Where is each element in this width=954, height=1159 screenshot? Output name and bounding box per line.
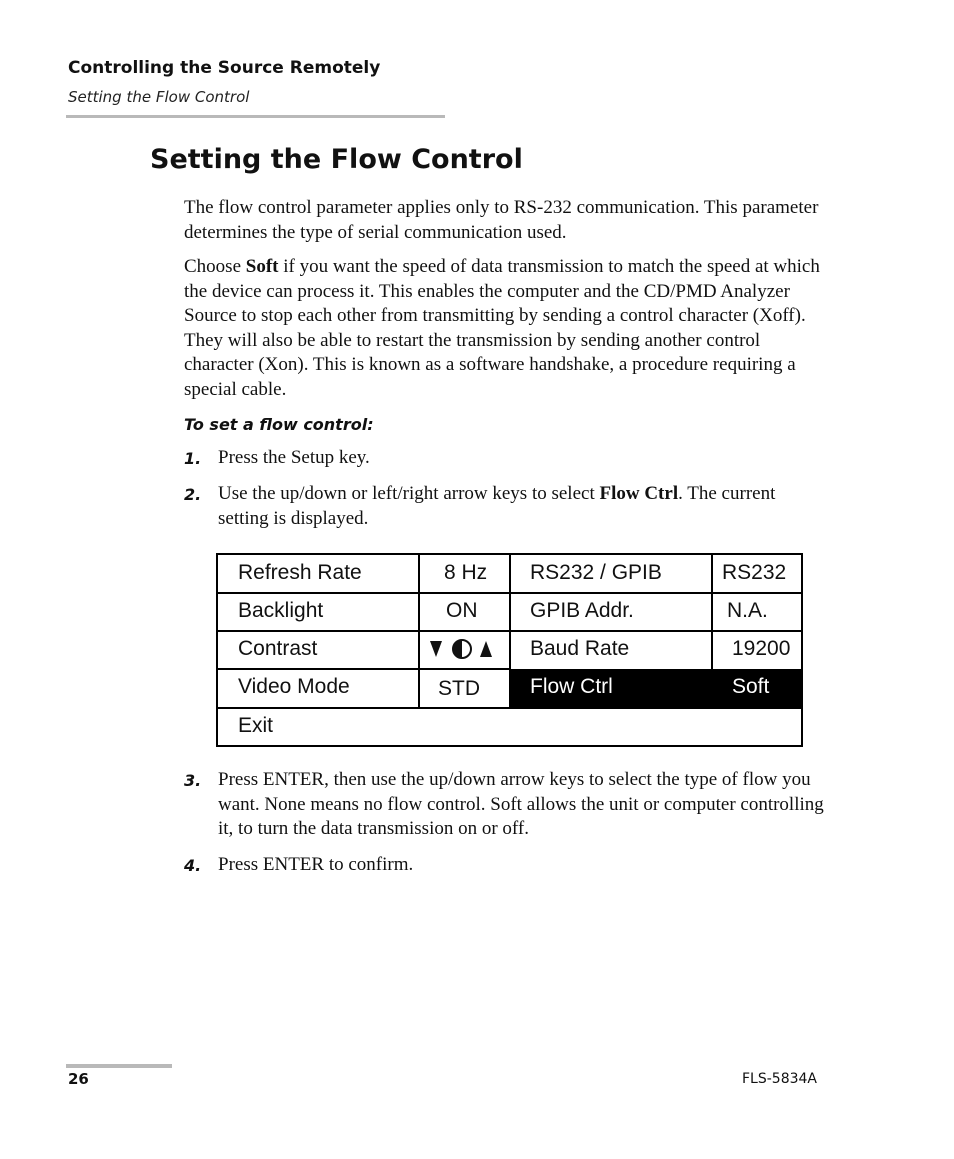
contrast-icon xyxy=(453,640,471,658)
flow-ctrl-value: Soft xyxy=(732,675,770,698)
procedure-step xyxy=(184,482,824,531)
paragraph-text-rest: if you want the speed of data transmission to match the speed at which the device can process it. This enables the computer and the CD/PMD Analyzer Source to stop each other from transmitting by sending a control character (Xoff). They will also be able to restart the transmission by sending another control character (Xon). This is known as a software handshake, a procedure requiring a special cable. xyxy=(184,256,820,400)
header-divider xyxy=(66,115,445,118)
flow-ctrl-label: Flow Ctrl xyxy=(530,675,613,698)
menu-col-line xyxy=(509,553,511,709)
baud-rate-value: 19200 xyxy=(732,637,791,660)
soft-explanation-paragraph xyxy=(184,255,824,403)
running-header-title: Controlling the Source Remotely xyxy=(68,58,381,78)
video-mode-value: STD xyxy=(438,677,480,700)
up-triangle-icon xyxy=(480,641,492,657)
menu-col-line xyxy=(418,553,420,709)
step-number: 1. xyxy=(184,449,202,468)
procedure-step xyxy=(184,768,824,842)
refresh-rate-value: 8 Hz xyxy=(444,561,488,584)
soft-keyword: Soft xyxy=(245,256,279,277)
rs232-gpib-value: RS232 xyxy=(722,561,787,584)
backlight-value: ON xyxy=(446,599,478,622)
step-text-prefix: Use the up/down or left/right arrow keys to select xyxy=(218,483,600,504)
menu-border-bottom xyxy=(216,745,803,747)
video-mode-label: Video Mode xyxy=(238,675,350,698)
step-text: Press the Setup key. xyxy=(218,447,370,468)
page-number: 26 xyxy=(68,1070,89,1088)
refresh-rate-label: Refresh Rate xyxy=(238,561,362,584)
gpib-addr-label: GPIB Addr. xyxy=(530,599,634,622)
document-code: FLS-5834A xyxy=(742,1071,817,1087)
rs232-gpib-label: RS232 / GPIB xyxy=(530,561,662,584)
paragraph-text-prefix: Choose xyxy=(184,256,246,277)
down-triangle-icon xyxy=(430,641,442,657)
backlight-label: Backlight xyxy=(238,599,324,622)
menu-border-left xyxy=(216,553,218,747)
step-text: Press ENTER to confirm. xyxy=(218,854,414,875)
intro-paragraph: The flow control parameter applies only to RS-232 communication. This parameter determines the type of serial communication used. xyxy=(184,197,819,243)
step-text xyxy=(218,482,824,531)
running-header-subtitle: Setting the Flow Control xyxy=(68,88,250,106)
contrast-control-graphic xyxy=(429,638,499,660)
procedure-heading: To set a flow control: xyxy=(184,415,374,434)
menu-border-right xyxy=(801,553,803,747)
step-number: 2. xyxy=(184,485,202,504)
contrast-control xyxy=(429,638,499,660)
step-number: 3. xyxy=(184,771,202,790)
contrast-label: Contrast xyxy=(238,637,318,660)
flow-ctrl-keyword: Flow Ctrl xyxy=(599,483,679,504)
menu-row-line xyxy=(216,668,510,670)
exit-label: Exit xyxy=(238,714,274,737)
procedure-step xyxy=(184,853,824,878)
step-text-suffix: . The current setting is displayed. xyxy=(218,483,776,529)
procedure-step xyxy=(184,446,824,471)
gpib-addr-value: N.A. xyxy=(727,599,768,622)
step-text: Press ENTER, then use the up/down arrow keys to select the type of flow you want. None means no flow control. Soft allows the unit or computer controlling it, to turn the data transmission on or off. xyxy=(218,769,824,840)
menu-col-line xyxy=(711,553,713,669)
baud-rate-label: Baud Rate xyxy=(530,637,630,660)
footer-divider xyxy=(66,1064,172,1068)
section-title: Setting the Flow Control xyxy=(150,144,523,175)
step-number: 4. xyxy=(184,856,202,875)
